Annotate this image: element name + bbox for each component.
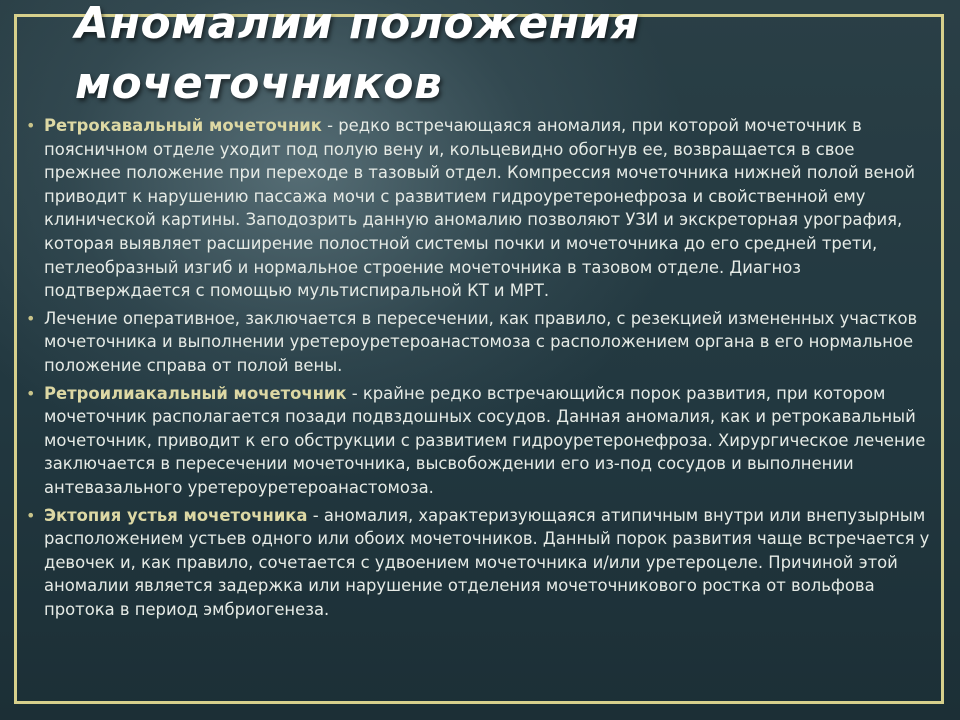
bullet-icon: • — [26, 308, 36, 328]
list-item — [24, 114, 934, 303]
term-retroiliac: Ретроилиакальный мочеточник — [44, 383, 347, 403]
paragraph-text: - аномалия, характеризующаяся атипичным внутри или внепузырным расположением устьев одного или обоих мочеточников. Данный порок развития чаще встречается у девочек и, как правило, сочетается с удвоением мочеточника и/или уретероцеле. Причиной этой аномалии является задержка или нарушение отделения мочеточникового ростка от вольфова протока в период эмбриогенеза. — [44, 505, 930, 619]
paragraph-text: - крайне редко встречающийся порок развития, при котором мочеточник располагается позади подвздошных сосудов. Данная аномалия, как и ретрокавальный мочеточник, приводит к его обструкции с развитием гидроуретеронефроза. Хирургическое лечение заключается в пересечении мочеточника, высвобождении его из-под сосудов и выполнении антевазального уретероуретероанастомоза. — [44, 383, 926, 497]
bullet-icon: • — [26, 116, 36, 135]
slide-title-line-2: мочеточников — [75, 58, 443, 109]
term-ectopia: Эктопия устья мочеточника — [44, 505, 308, 525]
slide-title — [75, 0, 935, 114]
list-item — [24, 307, 934, 378]
term-retrocaval: Ретрокавальный мочеточник — [44, 116, 322, 135]
bullet-icon: • — [26, 505, 36, 525]
bullet-icon: • — [26, 383, 36, 403]
slide-title-line-1: Аномалии положения — [75, 0, 640, 49]
paragraph-text: - редко встречающаяся аномалия, при которой мочеточник в поясничном отделе уходит под полую вену и, кольцевидно обогнув ее, возвращается в свое прежнее положение при переходе в тазовый отдел. Компрессия мочеточника нижней полой веной приводит к нарушению пассажа мочи с развитием гидроуретеронефроза и свойственной ему клинической картины. Заподозрить данную аномалию позволяют УЗИ и экскреторная урография, которая выявляет расширение полостной системы почки и мочеточника до его средней трети, петлеобразный изгиб и нормальное строение мочеточника в тазовом отделе. Диагноз подтверждается с помощью мультиспиральной КТ и МРТ. — [44, 116, 915, 301]
paragraph-text: Лечение оперативное, заключается в пересечении, как правило, с резекцией измененных участков мочеточника и выполнении уретероуретероанастомоза с расположением органа в его нормальное положение справа от полой вены. — [44, 308, 918, 375]
list-item — [24, 504, 934, 622]
bullet-list — [24, 114, 934, 625]
list-item — [24, 382, 934, 500]
